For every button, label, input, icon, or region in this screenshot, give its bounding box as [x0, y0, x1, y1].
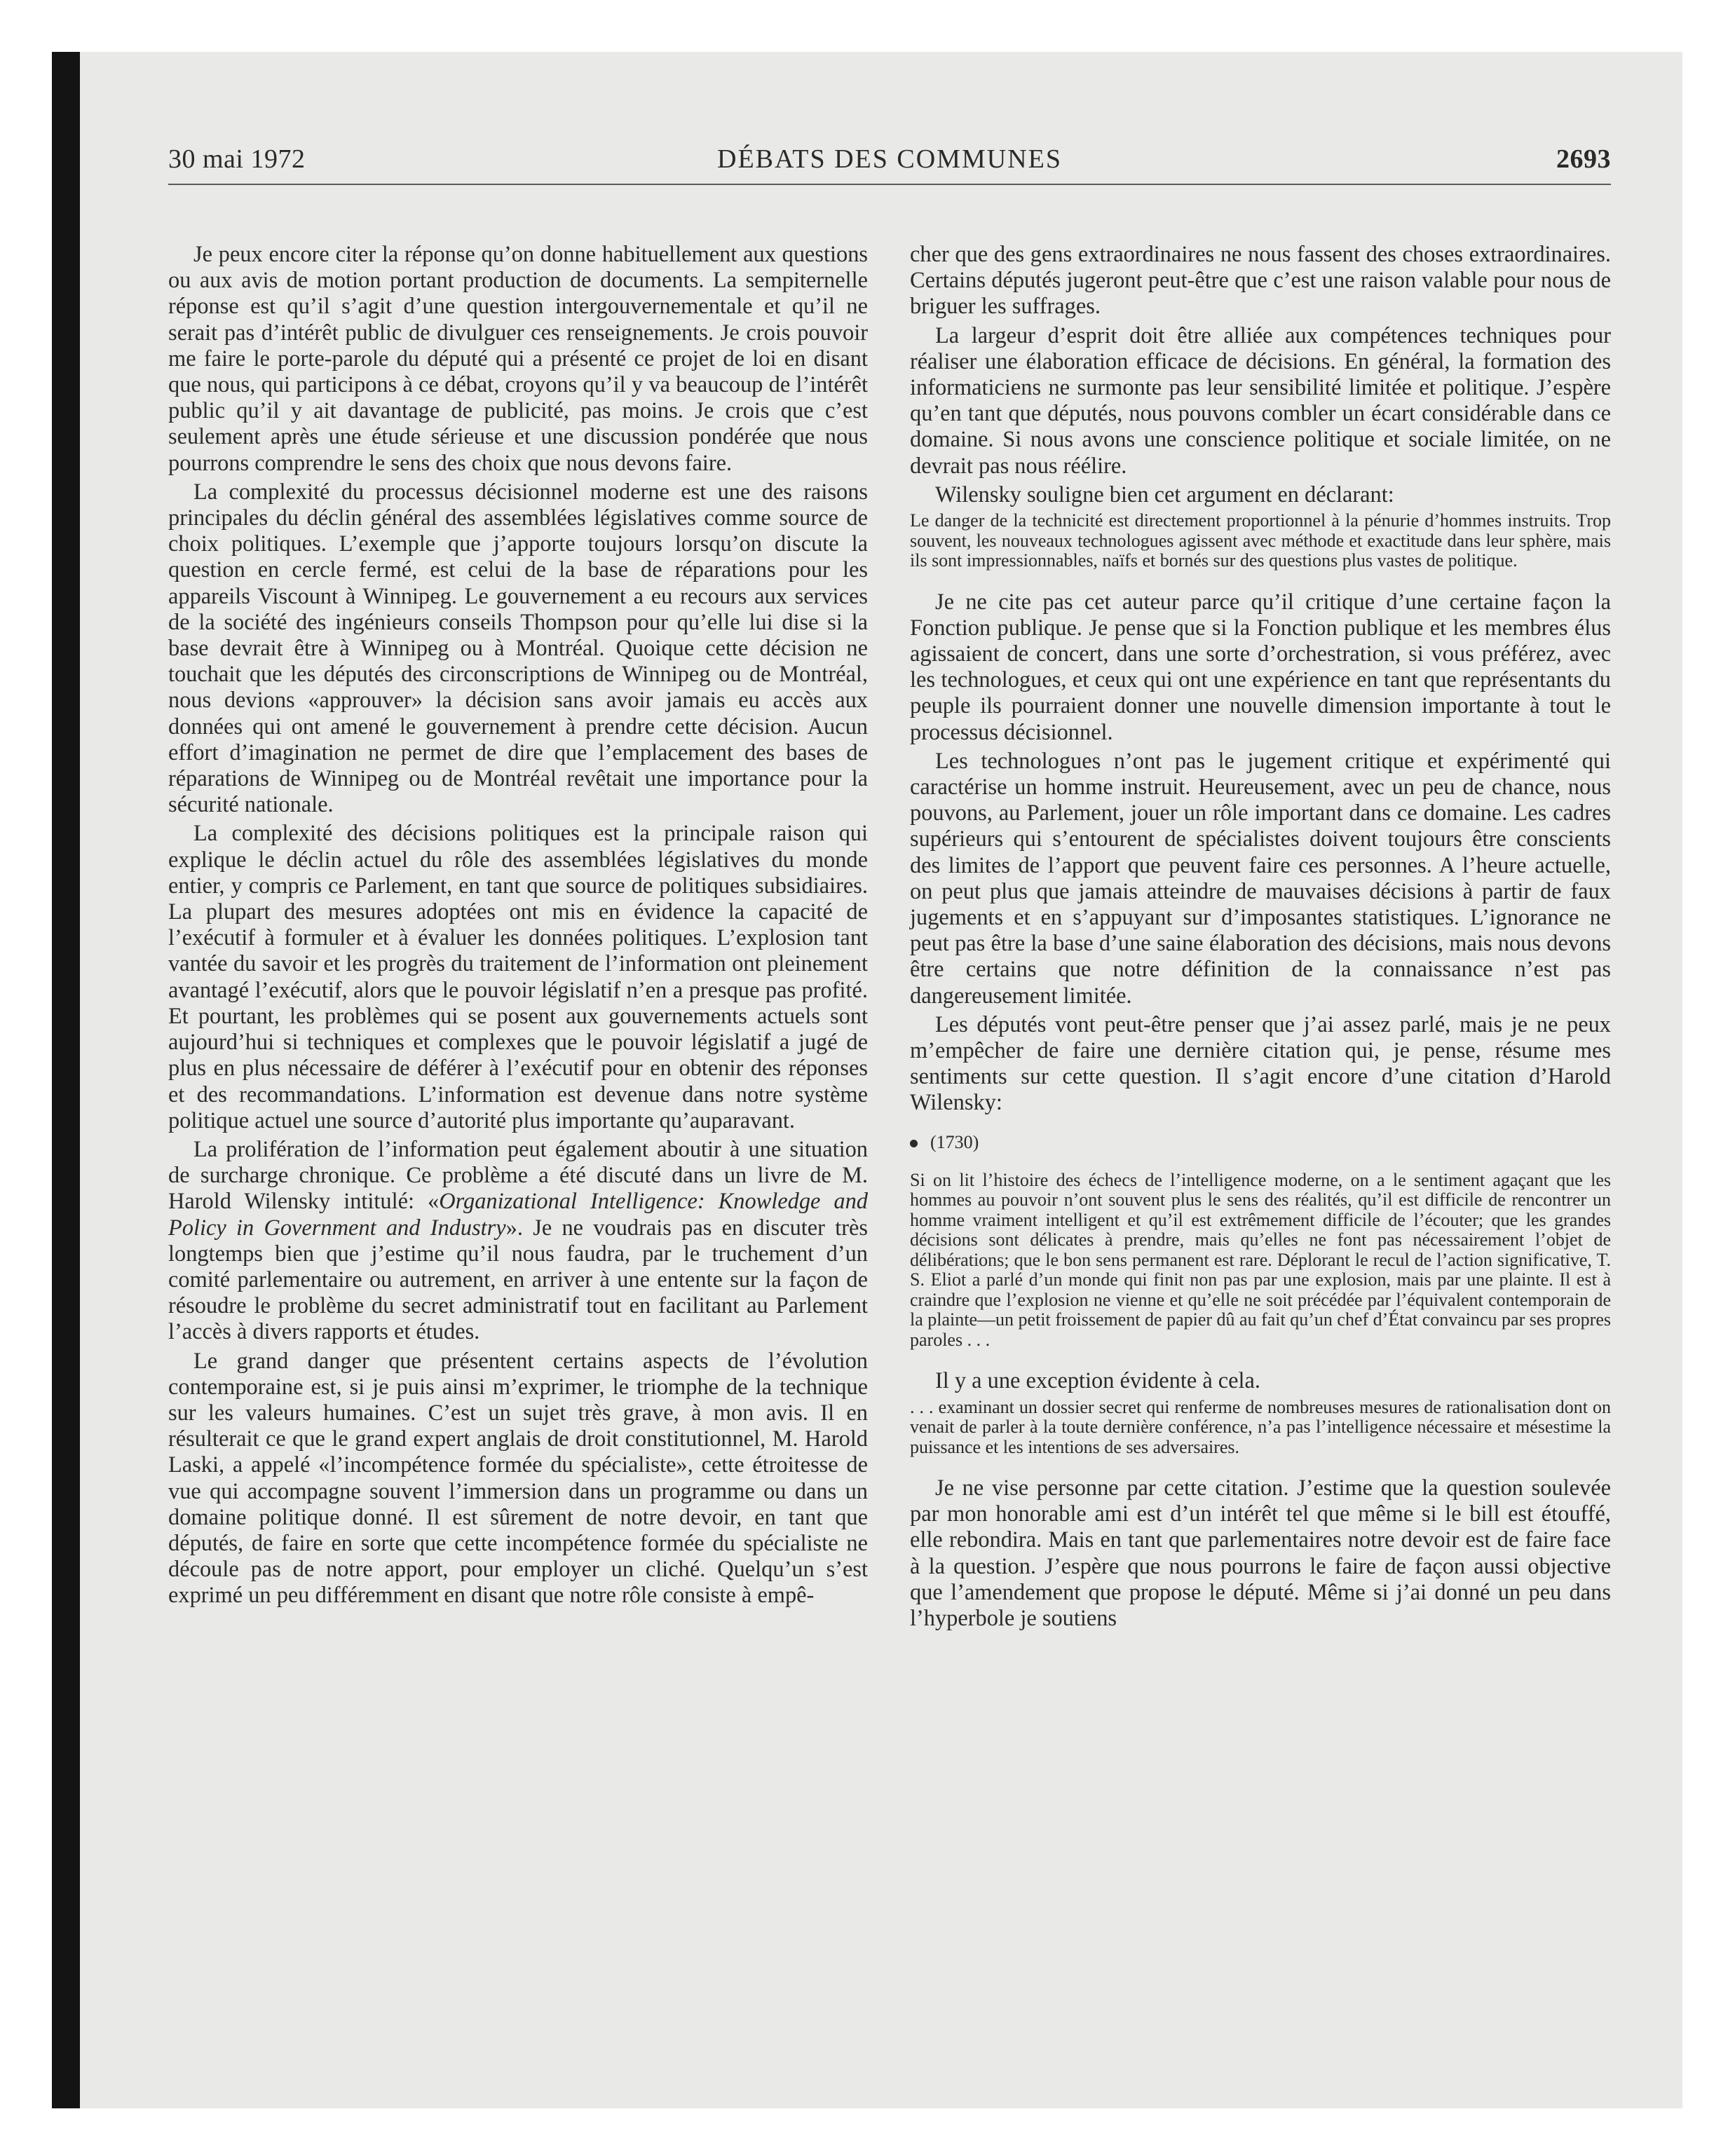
- block-quote: Le danger de la technicité est directement proportionnel à la pénurie d’hommes instruits. Trop souvent, les nouveaux technologues agissent avec méthode et exactitude dans leur sphère, mais ils sont impressionnables, naïfs et bornés sur des questions plus vastes de politique.: [910, 510, 1611, 571]
- page-header: [168, 144, 1611, 183]
- bullet-icon: [910, 1140, 918, 1147]
- block-quote: Si on lit l’histoire des échecs de l’intelligence moderne, on a le sentiment agaçant que les hommes au pouvoir n’ont souvent plus le sens des réalités, qu’il est difficile de rencontrer un homme vraiment intelligent et qu’il est extrêmement difficile de l’écouter; que les grandes décisions sont délicates à prendre, mais qu’elles ne font pas nécessairement l’objet de délibérations; que le bon sens permanent est rare. Déplorant le recul de l’action significative, T. S. Eliot a parlé d’un monde qui finit non pas par une explosion, mais par une plainte. Il est à craindre que l’explosion ne vienne et qu’elle ne soit précédée par l’équivalent contemporain de la plainte—un petit froissement de papier dû au fait qu’un chef d’État convaincu par ses propres paroles . . .: [910, 1169, 1611, 1350]
- paragraph: Je peux encore citer la réponse qu’on donne habituellement aux questions ou aux avis de motion portant production de documents. La sempiternelle réponse est qu’il s’agit d’une question intergouvernementale et qu’il ne serait pas d’intérêt public de divulguer ces renseignements. Je crois pouvoir me faire le porte-parole du député qui a présenté ce projet de loi en disant que nous, qui participons à ce débat, croyons qu’il y va beaucoup de l’intérêt public qu’il y ait davantage de publicité, pas moins. Je crois que c’est seulement après une étude sérieuse et une discussion pondérée que nous pourrons comprendre le sens des choix que nous devons faire.: [168, 242, 868, 476]
- paragraph: Wilensky souligne bien cet argument en déclarant:: [935, 482, 1394, 507]
- time-marker: [910, 1129, 1611, 1155]
- header-date: 30 mai 1972: [168, 144, 306, 174]
- paragraph: Le grand danger que présentent certains aspects de l’évolution contemporaine est, si je puis ainsi m’exprimer, le triomphe de la technique sur les valeurs humaines. C’est un sujet très grave, à mon avis. Il en résulterait ce que le grand expert anglais de droit constitutionnel, M. Harold Laski, a appelé «l’incompétence formée du spécialiste», cette étroitesse de vue qui accompagne souvent l’immersion dans un programme ou dans un domaine politique donné. Il est sûrement de notre devoir, en tant que députés, de faire en sorte que cette incompétence formée du spécialiste ne découle pas de notre apport, pour employer un cliché. Quelqu’un s’est exprimé un peu différemment en disant que notre rôle consiste à empê-: [168, 1348, 868, 1609]
- scan-edge-bar: [52, 52, 80, 2108]
- left-column: [168, 242, 868, 1612]
- paragraph-text: ». Je ne voudrais pas en discuter très longtemps bien que j’estime qu’il nous faudra, par le truchement d’un comité parlementaire ou autrement, en arriver à une entente sur la façon de résoudre le problème du secret administratif tout en facilitant au Parlement l’accès à divers rapports et études.: [168, 1215, 868, 1345]
- paragraph: Les députés vont peut-être penser que j’ai assez parlé, mais je ne peux m’empêcher de faire une dernière citation qui, je pense, résume mes sentiments sur cette question. Il s’agit encore d’une citation d’Harold Wilensky:: [910, 1011, 1611, 1116]
- paragraph: La complexité du processus décisionnel moderne est une des raisons principales du déclin général des assemblées législatives comme source de choix politiques. L’exemple que j’apporte toujours lorsqu’on discute la question en cercle fermé, est celui de la base de réparations pour les appareils Viscount à Winnipeg. Le gouvernement a eu recours aux services de la société des ingénieurs conseils Thompson pour qu’elle lui dise si la base devrait être à Winnipeg ou à Montréal. Quoique cette décision ne touchait que les députés des circonscriptions de Winnipeg ou de Montréal, nous devions «approuver» la décision sans avoir jamais eu accès aux données qui ont amené le gouvernement à prendre cette décision. Aucun effort d’imagination ne permet de dire que l’emplacement des bases de réparations de Winnipeg ou de Montréal revêtait une importance pour la sécurité nationale.: [168, 479, 868, 818]
- paragraph: Je ne vise personne par cette citation. J’estime que la question soulevée par mon honorable ami est d’un intérêt tel que même si le bill est étouffé, elle rebondira. Mais en tant que parlementaires notre devoir est de faire face à la question. J’espère que nous pourrons le faire de façon aussi objective que l’amendement que propose le député. Même si j’ai donné un peu dans l’hyperbole je soutiens: [910, 1475, 1611, 1632]
- right-column: [910, 242, 1611, 1635]
- paragraph: Il y a une exception évidente à cela.: [935, 1368, 1261, 1394]
- paragraph: cher que des gens extraordinaires ne nous fassent des choses extraordinaires. Certains députés jugeront peut-être que c’est une raison valable pour nous de briguer les suffrages.: [910, 242, 1611, 320]
- paragraph: [168, 1137, 868, 1346]
- header-page-number: 2693: [1556, 144, 1611, 174]
- paragraph: Les technologues n’ont pas le jugement critique et expérimenté qui caractérise un homme instruit. Heureusement, avec un peu de chance, nous pouvons, au Parlement, jouer un rôle important dans ce domaine. Les cadres supérieurs qui s’entourent de spécialistes doivent toujours être conscients des limites de l’apport que peuvent faire ces personnes. A l’heure actuelle, on peut plus que jamais atteindre de mauvaises décisions à partir de faux jugements et en s’appuyant sur d’imposantes statistiques. L’ignorance ne peut pas être la base d’une saine élaboration des décisions, mais nous devons être certains que notre définition de la connaissance n’est pas dangereusement limitée.: [910, 748, 1611, 1009]
- time-marker-text: (1730): [930, 1131, 979, 1152]
- header-rule: [168, 184, 1611, 185]
- paragraph: La complexité des décisions politiques est la principale raison qui explique le déclin actuel du rôle des assemblées législatives du monde entier, y compris ce Parlement, en tant que source de politiques subsidiaires. La plupart des mesures adoptées ont mis en évidence la capacité de l’exécutif à formuler et à évaluer les données politiques. L’explosion tant vantée du savoir et les progrès du traitement de l’information ont pleinement avantagé l’exécutif, alors que le pouvoir législatif n’en a presque pas profité. Et pourtant, les problèmes qui se posent aux gouvernements actuels sont aujourd’hui si techniques et complexes que le pouvoir législatif a jugé de plus en plus nécessaire de déférer à l’exécutif pour en obtenir des réponses et des recommandations. L’information est devenue dans notre système politique actuel une source d’autorité plus importante qu’auparavant.: [168, 821, 868, 1133]
- paragraph: Je ne cite pas cet auteur parce qu’il critique d’une certaine façon la Fonction publique. Je pense que si la Fonction publique et les membres élus agissaient de concert, dans une sorte d’orchestration, si vous préférez, avec les technologues, et ceux qui ont une expérience en tant que représentants du peuple ils pourraient donner une nouvelle dimension importante à tout le processus décisionnel.: [910, 589, 1611, 745]
- header-title: DÉBATS DES COMMUNES: [717, 144, 1062, 174]
- block-quote: . . . examinant un dossier secret qui renferme de nombreuses mesures de rationalisation dont on venait de parler à la toute dernière conférence, n’a pas l’intelligence nécessaire et mésestime la puissance et les intentions de ses adversaires.: [910, 1396, 1611, 1457]
- book-title: Organizational Intelligence: Knowledge and Policy in Government and Industry: [168, 1189, 868, 1241]
- paragraph-text: La prolifération de l’information peut également aboutir à une situation de surcharge chronique. Ce problème a été discuté dans un livre de M. Harold Wilensky intitulé: «: [168, 1136, 868, 1215]
- paragraph: La largeur d’esprit doit être alliée aux compétences techniques pour réaliser une élaboration efficace de décisions. En général, la formation des informaticiens ne surmonte pas leur sensibilité limitée et politique. J’espère qu’en tant que députés, nous pouvons combler un écart considérable dans ce domaine. Si nous avons une conscience politique et sociale limitée, on ne devrait pas nous réélire.: [910, 322, 1611, 479]
